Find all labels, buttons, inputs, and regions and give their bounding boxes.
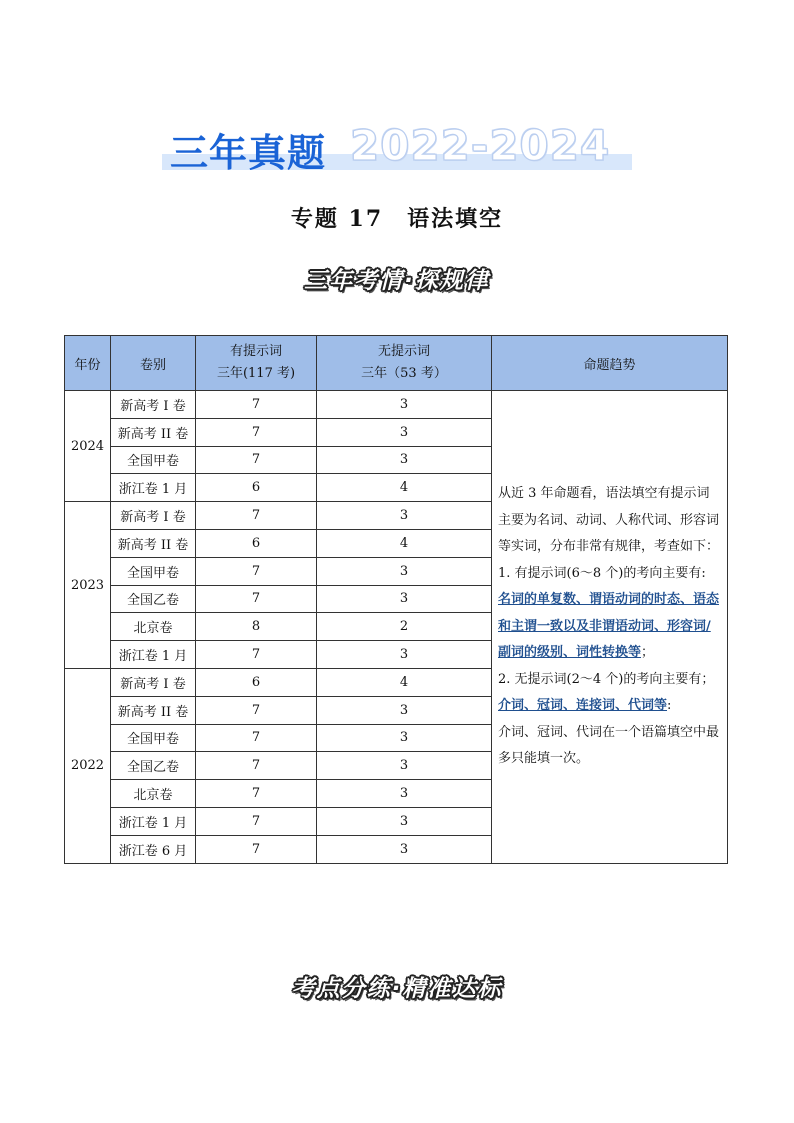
no-hint-cell: 3 bbox=[317, 696, 492, 724]
no-hint-cell: 3 bbox=[317, 418, 492, 446]
no-hint-cell: 3 bbox=[317, 724, 492, 752]
section-heading-practice: 考点分练·精准达标 bbox=[291, 976, 503, 1002]
header-paper bbox=[111, 336, 196, 391]
paper-cell: 新高考 II 卷 bbox=[111, 418, 196, 446]
header-with-hint-line2: 三年(117 考) bbox=[216, 366, 296, 381]
with-hint-cell: 7 bbox=[196, 418, 317, 446]
exam-stats-table bbox=[64, 335, 728, 864]
trend-point-1 bbox=[498, 561, 721, 667]
year-cell: 2022 bbox=[65, 668, 111, 863]
banner-years: 2022-2024 bbox=[350, 121, 611, 170]
trend-intro: 从近 3 年命题看，语法填空有提示词主要为名词、动词、人称代词、形容词等实词，分布非常有规律，考查如下： bbox=[498, 486, 720, 555]
with-hint-cell: 7 bbox=[196, 557, 317, 585]
paper-cell: 浙江卷 6 月 bbox=[111, 835, 196, 863]
paper-cell: 全国乙卷 bbox=[111, 585, 196, 613]
no-hint-cell: 3 bbox=[317, 807, 492, 835]
with-hint-cell: 7 bbox=[196, 780, 317, 808]
header-year bbox=[65, 336, 111, 391]
trend-point-2 bbox=[498, 667, 721, 720]
no-hint-cell: 3 bbox=[317, 557, 492, 585]
paper-cell: 全国甲卷 bbox=[111, 446, 196, 474]
paper-cell: 浙江卷 1 月 bbox=[111, 474, 196, 502]
paper-cell: 新高考 I 卷 bbox=[111, 391, 196, 419]
trend-point-1-prefix: 1. 有提示词(6～8 个)的考向主要有: bbox=[498, 565, 706, 581]
with-hint-cell: 7 bbox=[196, 391, 317, 419]
trend-point-1-focus: 名词的单复数、谓语动词的时态、语态和主谓一致以及非谓语动词、形容词/副词的级别、词性转换等 bbox=[498, 592, 720, 661]
trend-point-1-suffix: ； bbox=[641, 645, 655, 661]
table-row bbox=[65, 391, 728, 419]
paper-cell: 新高考 II 卷 bbox=[111, 529, 196, 557]
no-hint-cell: 3 bbox=[317, 585, 492, 613]
paper-cell: 全国甲卷 bbox=[111, 557, 196, 585]
header-trend-label: 命题趋势 bbox=[583, 357, 636, 373]
no-hint-cell: 4 bbox=[317, 668, 492, 696]
section-heading-trends: 三年考情·探规律 bbox=[304, 268, 490, 294]
paper-cell: 浙江卷 1 月 bbox=[111, 807, 196, 835]
paper-cell: 新高考 II 卷 bbox=[111, 696, 196, 724]
with-hint-cell: 7 bbox=[196, 696, 317, 724]
paper-cell: 浙江卷 1 月 bbox=[111, 641, 196, 669]
no-hint-cell: 3 bbox=[317, 752, 492, 780]
with-hint-cell: 7 bbox=[196, 752, 317, 780]
header-no-hint-line2: 三年（53 考） bbox=[361, 366, 447, 381]
no-hint-cell: 3 bbox=[317, 641, 492, 669]
header-no-hint bbox=[317, 336, 492, 391]
with-hint-cell: 7 bbox=[196, 724, 317, 752]
with-hint-cell: 6 bbox=[196, 474, 317, 502]
with-hint-cell: 6 bbox=[196, 529, 317, 557]
paper-cell: 新高考 I 卷 bbox=[111, 668, 196, 696]
trend-cell bbox=[492, 391, 728, 864]
paper-cell: 全国甲卷 bbox=[111, 724, 196, 752]
with-hint-cell: 6 bbox=[196, 668, 317, 696]
paper-cell: 北京卷 bbox=[111, 780, 196, 808]
header-paper-label: 卷别 bbox=[139, 357, 166, 373]
table-header-row bbox=[65, 336, 728, 391]
with-hint-cell: 7 bbox=[196, 446, 317, 474]
header-year-label: 年份 bbox=[74, 357, 101, 373]
with-hint-cell: 7 bbox=[196, 641, 317, 669]
header-no-hint-line1: 无提示词 bbox=[377, 344, 430, 359]
subject-title: 专题 17 语法填空 bbox=[290, 206, 504, 232]
paper-cell: 北京卷 bbox=[111, 613, 196, 641]
year-cell: 2024 bbox=[65, 391, 111, 502]
no-hint-cell: 3 bbox=[317, 502, 492, 530]
no-hint-cell: 3 bbox=[317, 835, 492, 863]
with-hint-cell: 8 bbox=[196, 613, 317, 641]
no-hint-cell: 3 bbox=[317, 780, 492, 808]
trend-point-2-focus: 介词、冠词、连接词、代词等 bbox=[498, 698, 668, 714]
header-with-hint bbox=[196, 336, 317, 391]
with-hint-cell: 7 bbox=[196, 502, 317, 530]
with-hint-cell: 7 bbox=[196, 835, 317, 863]
no-hint-cell: 3 bbox=[317, 391, 492, 419]
with-hint-cell: 7 bbox=[196, 807, 317, 835]
trend-note: 介词、冠词、代词在一个语篇填空中最多只能填一次。 bbox=[498, 724, 720, 767]
year-cell: 2023 bbox=[65, 502, 111, 669]
no-hint-cell: 4 bbox=[317, 529, 492, 557]
title-banner bbox=[160, 118, 636, 180]
no-hint-cell: 2 bbox=[317, 613, 492, 641]
header-with-hint-line1: 有提示词 bbox=[229, 344, 282, 359]
paper-cell: 全国乙卷 bbox=[111, 752, 196, 780]
trend-point-2-prefix: 2. 无提示词(2～4 个)的考向主要有； bbox=[498, 671, 715, 687]
no-hint-cell: 3 bbox=[317, 446, 492, 474]
header-trend bbox=[492, 336, 728, 391]
banner-main-title: 三年真题 bbox=[170, 131, 327, 175]
trend-point-2-suffix: : bbox=[667, 698, 672, 714]
paper-cell: 新高考 I 卷 bbox=[111, 502, 196, 530]
with-hint-cell: 7 bbox=[196, 585, 317, 613]
no-hint-cell: 4 bbox=[317, 474, 492, 502]
